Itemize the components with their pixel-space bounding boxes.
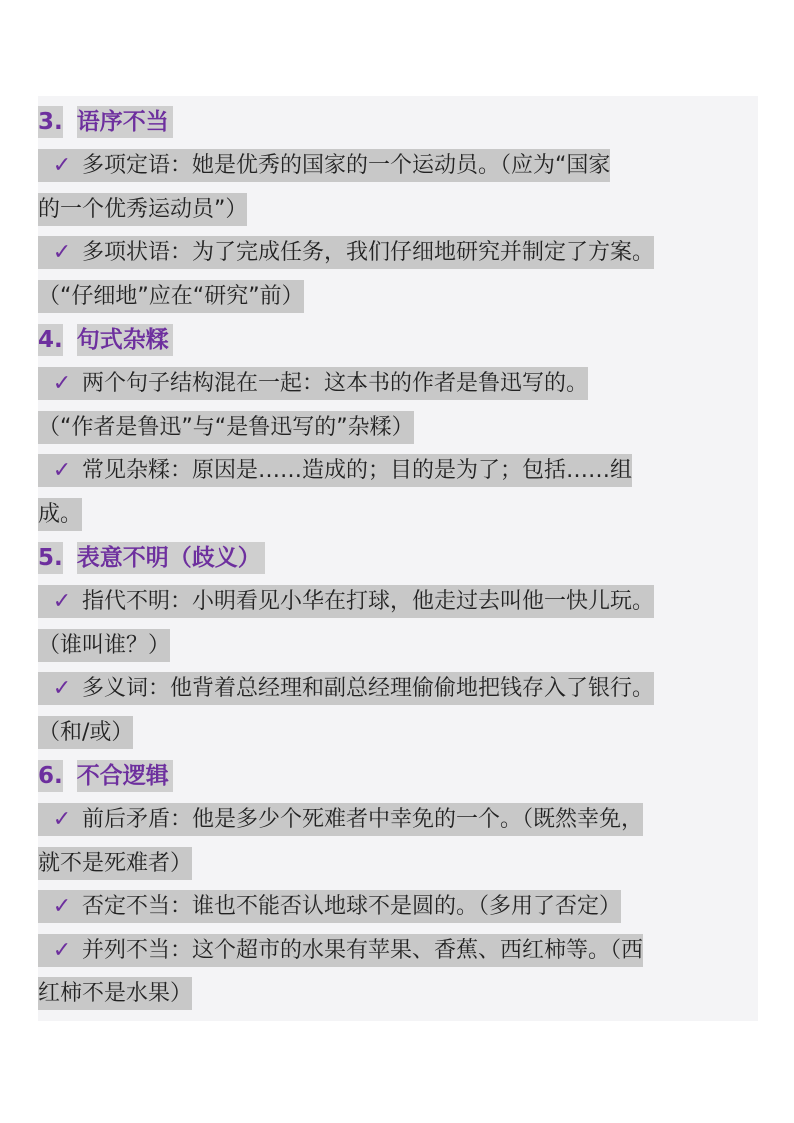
section-heading-5 <box>38 536 783 580</box>
item-text-line1: 指代不明：小明看见小华在打球，他走过去叫他一快儿玩。 <box>82 589 655 614</box>
checkmark-icon: ✓ <box>52 894 72 919</box>
checkmark-icon: ✓ <box>52 371 72 396</box>
item-text-line1: 常见杂糅：原因是……造成的；目的是为了；包括……组 <box>82 458 633 483</box>
item-text-line2: （“作者是鲁迅”与“是鲁迅写的”杂糅） <box>38 411 414 444</box>
section-number: 6. <box>38 760 63 792</box>
list-item <box>38 667 783 754</box>
list-item <box>38 144 783 231</box>
list-item <box>38 580 783 667</box>
item-text-line1: 多义词：他背着总经理和副总经理偷偷地把钱存入了银行。 <box>82 676 655 701</box>
section-title: 语序不当 <box>77 106 173 138</box>
item-text-line2: 红柿不是水果） <box>38 977 192 1010</box>
item-text-line1: 多项状语：为了完成任务，我们仔细地研究并制定了方案。 <box>82 240 655 265</box>
checkmark-icon: ✓ <box>52 458 72 483</box>
item-text-line2: （“仔细地”应在“研究”前） <box>38 280 304 313</box>
item-text-line1: 前后矛盾：他是多少个死难者中幸免的一个。（既然幸免， <box>82 807 644 832</box>
checkmark-icon: ✓ <box>52 937 72 963</box>
checkmark-icon: ✓ <box>52 807 72 832</box>
section-title: 不合逻辑 <box>77 760 173 792</box>
checkmark-icon: ✓ <box>52 240 72 265</box>
list-item <box>38 885 783 929</box>
item-text-line2: 成。 <box>38 498 82 531</box>
item-text-line2: 就不是死难者） <box>38 847 192 880</box>
checkmark-icon: ✓ <box>52 676 72 701</box>
section-heading-3 <box>38 100 783 144</box>
section-number: 5. <box>38 542 63 574</box>
list-item <box>38 449 783 536</box>
section-title: 句式杂糅 <box>77 324 173 356</box>
section-number: 4. <box>38 324 63 356</box>
section-heading-4 <box>38 318 783 362</box>
item-text-line1: 否定不当：谁也不能否认地球不是圆的。（多用了否定） <box>82 894 622 919</box>
list-item <box>38 798 783 885</box>
checkmark-icon: ✓ <box>52 153 72 178</box>
item-text-line2: 的一个优秀运动员”） <box>38 193 247 226</box>
list-item <box>38 231 783 318</box>
section-number: 3. <box>38 106 63 138</box>
document-content <box>38 100 783 1016</box>
item-text-line2: （和/或） <box>38 716 133 749</box>
item-text-line1: 两个句子结构混在一起：这本书的作者是鲁迅写的。 <box>82 371 589 396</box>
item-text-line2: （谁叫谁？） <box>38 629 170 662</box>
checkmark-icon: ✓ <box>52 589 72 614</box>
list-item <box>38 929 783 1016</box>
list-item <box>38 362 783 449</box>
item-text-line1: 并列不当：这个超市的水果有苹果、香蕉、西红柿等。（西 <box>82 937 644 963</box>
item-text-line1: 多项定语：她是优秀的国家的一个运动员。（应为“国家 <box>82 153 611 178</box>
section-title: 表意不明（歧义） <box>77 542 265 574</box>
section-heading-6 <box>38 754 783 798</box>
